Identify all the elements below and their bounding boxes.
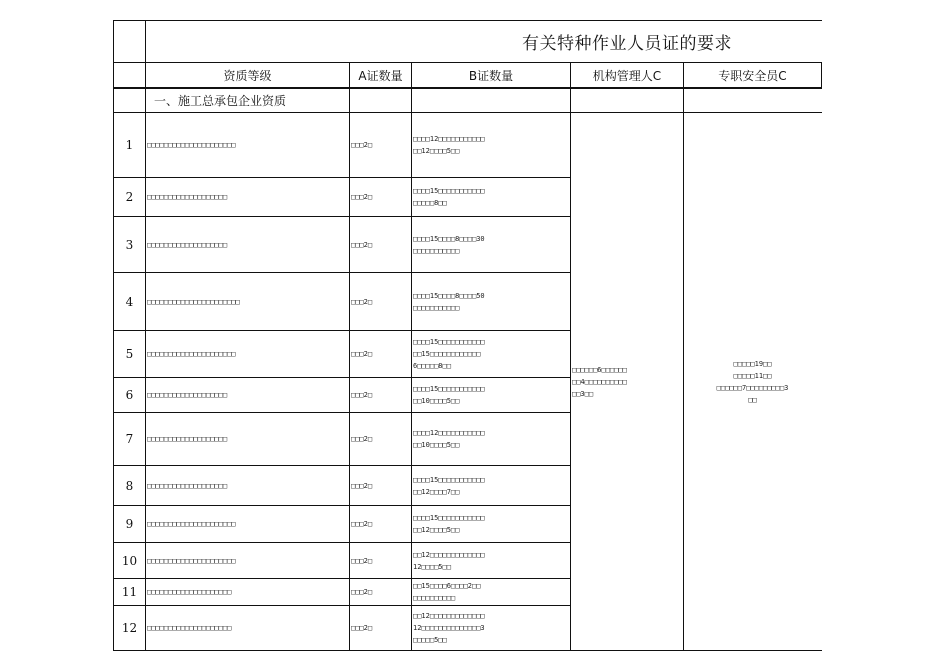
row-number: 11: [121, 585, 138, 599]
qualification-cell: □□□□□□□□□□□□□□□□□□□□: [147, 624, 232, 632]
qualification-cell: □□□□□□□□□□□□□□□□□□□: [147, 193, 228, 201]
a-cert-cell: □□□2□: [351, 556, 373, 565]
row-number: 4: [125, 294, 134, 309]
a-cert-cell: □□□2□: [351, 193, 373, 201]
b-cert-cell: □□12□□□□□□□□□□□□□ 12□□□□5□□: [413, 550, 485, 571]
row-number: 9: [125, 517, 134, 531]
qualification-cell: □□□□□□□□□□□□□□□□□□□□□: [147, 141, 236, 149]
header-a-cert: A证数量: [358, 68, 403, 83]
grid-line: [683, 62, 684, 650]
b-cert-cell: □□□□15□□□□□□□□□□□ □□12□□□□5□□: [413, 514, 485, 534]
qualification-cell: □□□□□□□□□□□□□□□□□□□□□: [147, 556, 236, 565]
row-number: 12: [121, 621, 138, 635]
a-cert-cell: □□□2□: [351, 391, 373, 399]
grid-line: [145, 20, 146, 650]
a-cert-cell: □□□2□: [351, 141, 373, 149]
row-number: 2: [125, 190, 134, 204]
qualification-cell: □□□□□□□□□□□□□□□□□□□□□□: [147, 297, 240, 306]
b-cert-cell: □□□□12□□□□□□□□□□□ □□10□□□□5□□: [413, 429, 485, 449]
qualification-cell: □□□□□□□□□□□□□□□□□□□: [147, 481, 228, 490]
header-qualification: 资质等级: [223, 68, 272, 83]
grid-line: [349, 62, 350, 650]
a-cert-cell: □□□2□: [351, 435, 373, 443]
b-cert-cell: □□□□12□□□□□□□□□□□ □□12□□□□5□□: [413, 135, 485, 155]
b-cert-cell: □□□□15□□□□8□□□□50 □□□□□□□□□□□: [413, 291, 485, 312]
b-cert-cell: □□15□□□□6□□□□2□□ □□□□□□□□□□: [413, 582, 481, 602]
b-cert-cell: □□□□15□□□□□□□□□□□ □□10□□□□5□□: [413, 385, 485, 405]
institution-manager-merged-cell: □□□□□□6□□□□□□ □□4□□□□□□□□□□ □□3□□: [572, 365, 627, 398]
header-b-cert: B证数量: [468, 68, 514, 83]
fulltime-safety-merged-cell: □□□□□19□□ □□□□□11□□ □□□□□□7□□□□□□□□□3 □□: [716, 359, 789, 404]
grid-line: [411, 62, 412, 650]
a-cert-cell: □□□2□: [351, 481, 373, 490]
row-number: 1: [125, 138, 134, 152]
b-cert-cell: □□□□15□□□□□□□□□□□ □□15□□□□□□□□□□□□ 6□□□□□8□□: [413, 338, 485, 370]
qualification-cell: □□□□□□□□□□□□□□□□□□□: [147, 435, 228, 443]
row-number: 8: [125, 478, 134, 493]
grid-line: [113, 20, 822, 21]
a-cert-cell: □□□2□: [351, 240, 373, 249]
row-number: 7: [125, 432, 134, 446]
row-number: 3: [125, 237, 134, 252]
section-title: 一、施工总承包企业资质: [154, 94, 287, 108]
qualification-cell: □□□□□□□□□□□□□□□□□□□: [147, 391, 228, 399]
b-cert-cell: □□□□15□□□□8□□□□30 □□□□□□□□□□□: [413, 234, 485, 255]
qualification-cell: □□□□□□□□□□□□□□□□□□□□□: [147, 350, 236, 358]
header-institution-manager: 机构管理人C: [592, 68, 662, 83]
row-number: 5: [125, 347, 134, 361]
row-number: 6: [125, 388, 134, 402]
a-cert-cell: □□□2□: [351, 624, 373, 632]
a-cert-cell: □□□2□: [351, 520, 373, 528]
qualification-cell: □□□□□□□□□□□□□□□□□□□□: [147, 588, 232, 596]
row-number: 10: [121, 553, 138, 568]
qualification-cell: □□□□□□□□□□□□□□□□□□□: [147, 240, 228, 249]
a-cert-cell: □□□2□: [351, 350, 373, 358]
b-cert-cell: □□□□15□□□□□□□□□□□ □□□□□8□□: [413, 187, 485, 207]
grid-line: [570, 62, 571, 650]
grid-line: [113, 650, 822, 651]
a-cert-cell: □□□2□: [351, 297, 373, 306]
b-cert-cell: □□12□□□□□□□□□□□□□ 12□□□□□□□□□□□□□□3 □□□□□5□□: [413, 612, 485, 644]
grid-line: [821, 62, 822, 88]
qualification-cell: □□□□□□□□□□□□□□□□□□□□□: [147, 520, 236, 528]
b-cert-cell: □□□□15□□□□□□□□□□□ □□12□□□□7□□: [413, 475, 485, 496]
sheet-title: 有关特种作业人员证的要求: [522, 33, 732, 54]
header-fulltime-safety: 专职安全员C: [718, 68, 787, 83]
a-cert-cell: □□□2□: [351, 588, 373, 596]
